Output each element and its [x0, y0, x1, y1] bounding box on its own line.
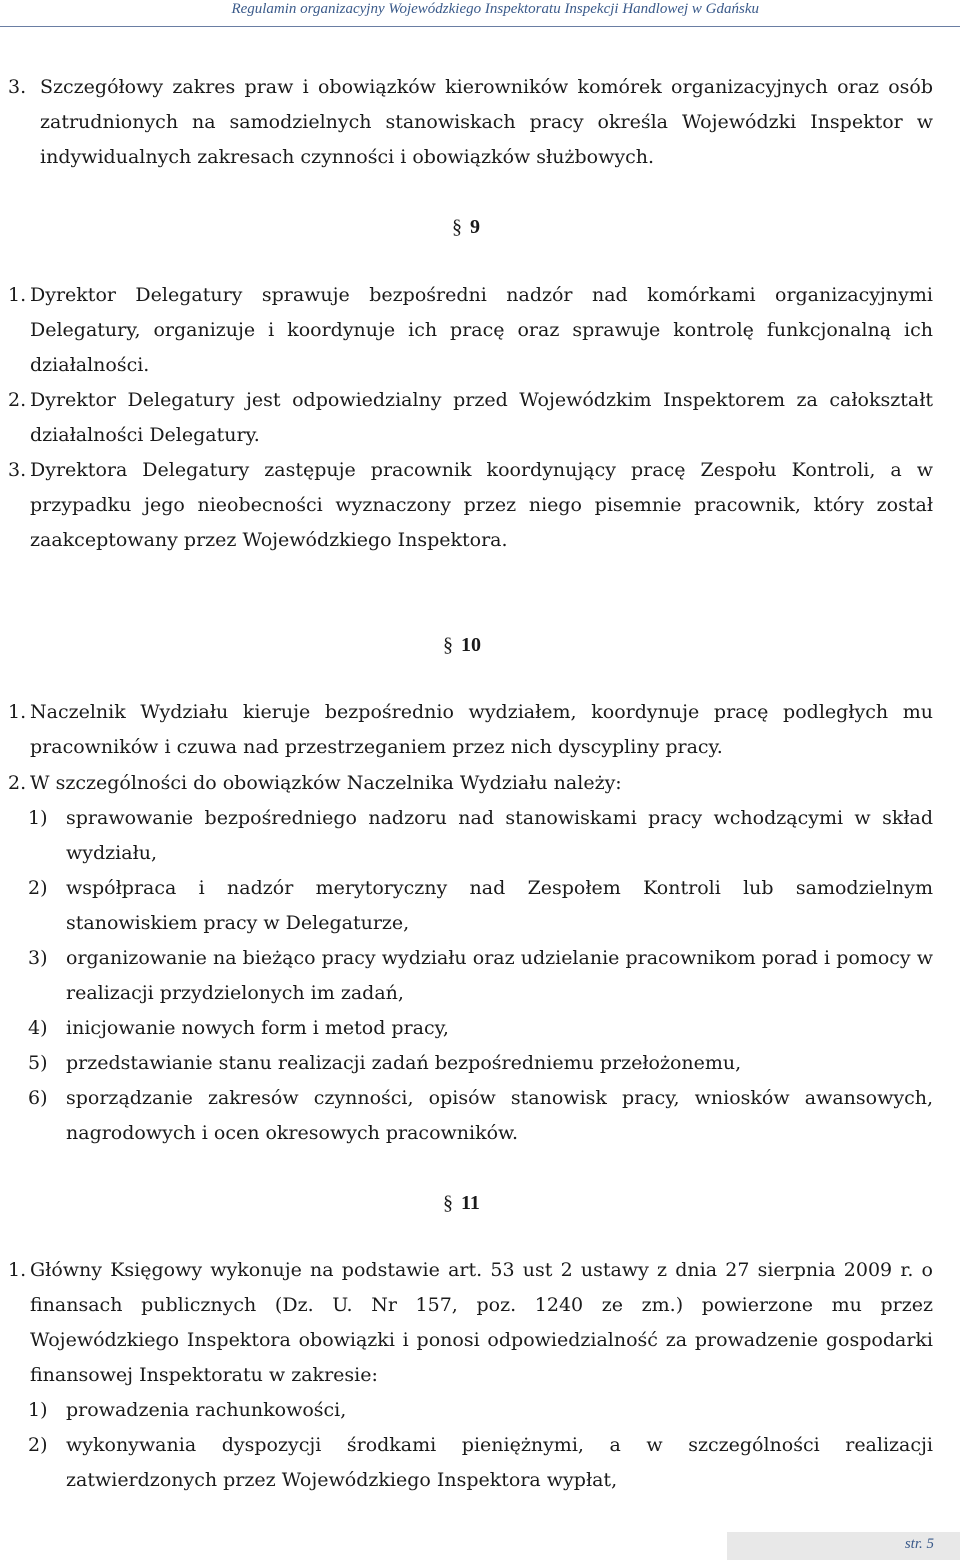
paragraph-number: 3. — [8, 76, 27, 98]
list-item-number: 3) — [28, 947, 48, 969]
list-item-number: 4) — [28, 1017, 48, 1039]
list-item-text: przedstawianie stanu realizacji zadań bezpośredniemu przełożonemu, — [66, 1052, 742, 1074]
header-divider — [0, 26, 960, 27]
list-item-number: 2) — [28, 1434, 48, 1456]
list-item-text: sprawowanie bezpośredniego nadzoru nad stanowiskami pracy wchodzącymi w skład wydziału, — [66, 807, 933, 864]
paragraph-text: W szczególności do obowiązków Naczelnika Wydziału należy: — [30, 772, 622, 794]
list-item-number: 2) — [28, 877, 48, 899]
list-item-text: organizowanie na bieżąco pracy wydziału oraz udzielanie pracownikom porad i pomocy w realizacji przydzielonych im zadań, — [66, 947, 933, 1004]
paragraph-number: 2. — [8, 772, 27, 794]
paragraph-text: Szczegółowy zakres praw i obowiązków kierowników komórek organizacyjnych oraz osób zatrudnionych na samodzielnych stanowiskach pracy określa Wojewódzki Inspektor w indywidualnych zakresach czynności i obowiązków służbowych. — [40, 76, 933, 168]
paragraph-number: 1. — [8, 1259, 27, 1281]
list-item-number: 6) — [28, 1087, 48, 1109]
list-item-text: współpraca i nadzór merytoryczny nad Zespołem Kontroli lub samodzielnym stanowiskiem pracy w Delegaturze, — [66, 877, 933, 934]
page-number: str. 5 — [904, 1536, 934, 1552]
section-heading-10: § 10 — [443, 634, 481, 656]
paragraph-text: Dyrektora Delegatury zastępuje pracownik koordynujący pracę Zespołu Kontroli, a w przypadku jego nieobecności wyznaczony przez niego pisemnie pracownik, który został zaakceptowany przez Wojewódzkiego Inspektora. — [30, 459, 933, 551]
list-item-text: inicjowanie nowych form i metod pracy, — [66, 1017, 449, 1039]
list-item-text: wykonywania dyspozycji środkami pieniężnymi, a w szczególności realizacji zatwierdzonych przez Wojewódzkiego Inspektora wypłat, — [66, 1434, 933, 1491]
paragraph-text: Dyrektor Delegatury sprawuje bezpośredni nadzór nad komórkami organizacyjnymi Delegatury, organizuje i koordynuje ich pracę oraz sprawuje kontrolę funkcjonalną ich działalności. — [30, 284, 933, 376]
list-item-text: sporządzanie zakresów czynności, opisów stanowisk pracy, wniosków awansowych, nagrodowych i ocen okresowych pracowników. — [66, 1087, 933, 1144]
page-header — [0, 0, 960, 28]
paragraph-number: 3. — [8, 459, 27, 481]
paragraph-number: 1. — [8, 284, 27, 306]
document-title: Regulamin organizacyjny Wojewódzkiego Inspektoratu Inspekcji Handlowej w Gdańsku — [231, 1, 759, 17]
paragraph-text: Dyrektor Delegatury jest odpowiedzialny przed Wojewódzkim Inspektorem za całokształt działalności Delegatury. — [30, 389, 933, 446]
section-heading-11: § 11 — [443, 1192, 480, 1214]
list-item-number: 5) — [28, 1052, 48, 1074]
list-item-number: 1) — [28, 807, 48, 829]
paragraph-text: Naczelnik Wydziału kieruje bezpośrednio wydziałem, koordynuje pracę podległych mu pracowników i czuwa nad przestrzeganiem przez nich dyscypliny pracy. — [30, 701, 933, 758]
paragraph-number: 2. — [8, 389, 27, 411]
section-heading-9: § 9 — [452, 216, 480, 238]
list-item-number: 1) — [28, 1399, 48, 1421]
paragraph-text: Główny Księgowy wykonuje na podstawie art. 53 ust 2 ustawy z dnia 27 sierpnia 2009 r. o finansach publicznych (Dz. U. Nr 157, poz. 1240 ze zm.) powierzone mu przez Wojewódzkiego Inspektora obowiązki i ponosi odpowiedzialność za prowadzenie gospodarki finansowej Inspektoratu w zakresie: — [30, 1259, 933, 1386]
paragraph-number: 1. — [8, 701, 27, 723]
list-item-text: prowadzenia rachunkowości, — [66, 1399, 347, 1421]
